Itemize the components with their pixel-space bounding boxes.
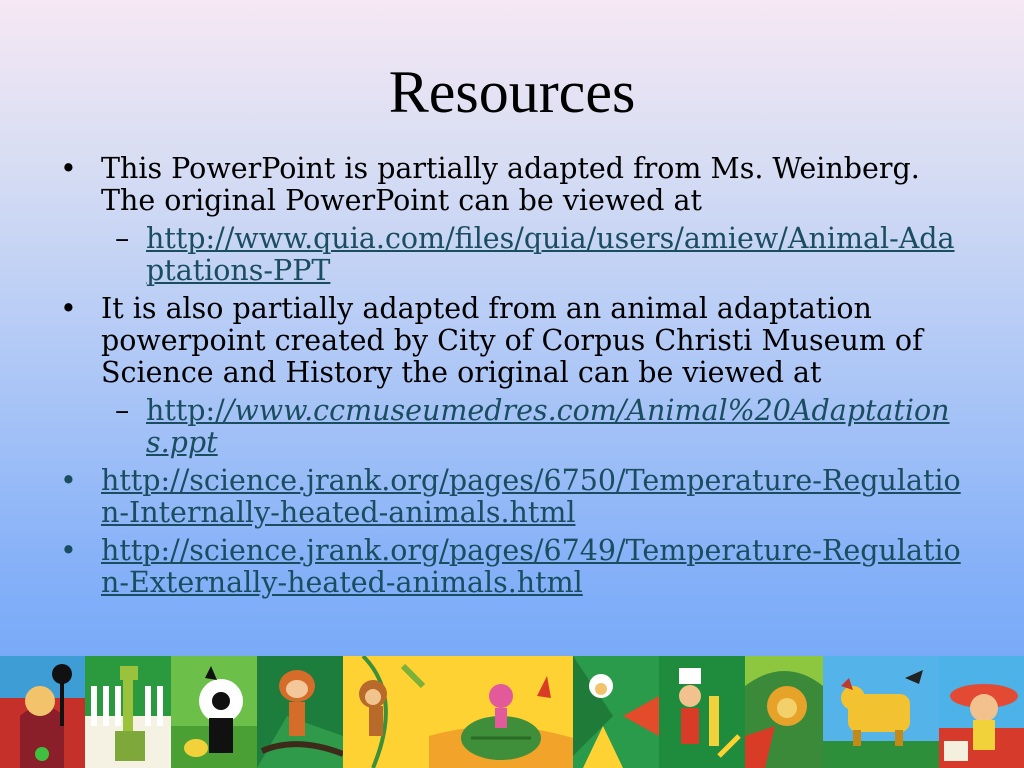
cat-duck-illustration [171,656,257,768]
jrank-external-link[interactable]: http://science.jrank.org/pages/6749/Temperature-Regulation-Externally-heated-animals.html [101,534,961,599]
link-plain: http:/ [146,394,225,427]
dash-bullet: – [115,394,130,427]
girl-hat-illustration [939,656,1024,768]
link-italic: /www.ccmuseumedres.com/Animal%20Adaptations.ppt [146,394,950,459]
list-item [60,223,970,287]
bullet-dot: • [60,464,77,497]
bullet-dot: • [60,152,77,185]
monkey-swing-illustration [343,656,429,768]
list-item [60,153,970,217]
cow-bird-illustration [823,656,939,768]
quia-link[interactable]: http://www.quia.com/files/quia/users/amiew/Animal-Adaptations-PPT [146,222,955,287]
lion-illustration [745,656,823,768]
list-item [60,535,970,599]
boy-with-tree-illustration [0,656,85,768]
list-item [60,465,970,529]
slide-title: Resources [388,59,636,125]
ccmuseum-link[interactable] [146,394,950,459]
list-item [60,293,970,389]
jrank-internal-link[interactable]: http://science.jrank.org/pages/6750/Temperature-Regulation-Internally-heated-animals.html [101,464,961,529]
item-text: It is also partially adapted from an animal adaptation powerpoint created by City of Corpus Christi Museum of Science and History the original can be viewed at [101,292,923,389]
bullet-list [60,153,970,605]
chef-dancer-illustration [659,656,745,768]
giraffe-fence-illustration [85,656,171,768]
illustration-banner [0,656,1024,768]
dash-bullet: – [115,222,130,255]
bird-jungle-illustration [573,656,659,768]
bullet-dot: • [60,534,77,567]
monkey-tree-illustration [257,656,343,768]
bullet-dot: • [60,292,77,325]
boy-turtle-illustration [429,656,573,768]
item-text: This PowerPoint is partially adapted from Ms. Weinberg. The original PowerPoint can be viewed at [101,152,920,217]
list-item [60,395,970,459]
